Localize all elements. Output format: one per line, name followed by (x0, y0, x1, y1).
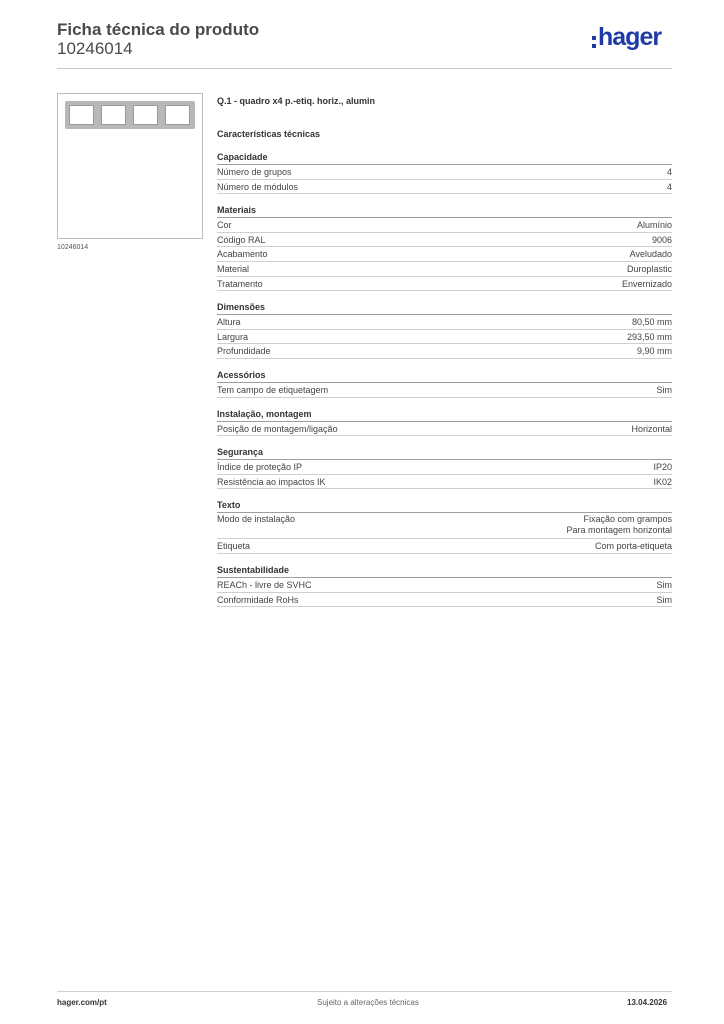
spec-group-title: Acessórios (217, 370, 672, 383)
spec-label: Etiqueta (217, 541, 251, 552)
spec-value: Com porta-etiqueta (594, 541, 672, 552)
switch-frame-icon (65, 101, 195, 129)
spec-group (217, 447, 672, 489)
product-name: Q.1 - quadro x4 p.-etiq. horiz., alumin (217, 96, 376, 106)
spec-group (217, 152, 672, 194)
spec-group-title: Sustentabilidade (217, 565, 672, 578)
spec-label: Material (217, 263, 250, 274)
spec-value-line: Fixação com grampos (583, 514, 672, 525)
spec-value: Alumínio (636, 220, 672, 231)
spec-groups (217, 152, 672, 607)
spec-row (217, 262, 672, 277)
header-divider (57, 68, 672, 69)
spec-group-title: Segurança (217, 447, 672, 460)
spec-row (217, 330, 672, 345)
spec-group-title: Capacidade (217, 152, 672, 165)
spec-value: 4 (666, 181, 672, 192)
spec-label: Conformidade RoHs (217, 594, 299, 605)
logo-dots-icon (592, 36, 597, 52)
spec-label: Acabamento (217, 249, 268, 260)
product-code: 10246014 (57, 39, 133, 58)
spec-value: Duroplastic (626, 263, 672, 274)
spec-value: Aveludado (629, 249, 672, 260)
spec-value: Sim (656, 594, 672, 605)
spec-label: Tem campo de etiquetagem (217, 384, 329, 395)
spec-row (217, 460, 672, 475)
spec-row (217, 218, 672, 233)
spec-label: Número de módulos (217, 181, 299, 192)
spec-label: Cor (217, 220, 232, 231)
spec-label: Número de grupos (217, 167, 292, 177)
product-image-caption: 10246014 (57, 244, 89, 251)
spec-value: IK02 (653, 476, 672, 487)
footer-divider (57, 991, 672, 992)
spec-label: REACh - livre de SVHC (217, 579, 312, 590)
spec-label: Índice de proteção IP (217, 462, 303, 473)
spec-group (217, 500, 672, 554)
spec-row (217, 233, 672, 248)
spec-value: 293,50 mm (626, 331, 672, 342)
spec-group (217, 565, 672, 607)
spec-row (217, 513, 672, 539)
spec-group (217, 370, 672, 398)
page-title: Ficha técnica do produto (57, 20, 260, 39)
spec-value: 4 (666, 167, 672, 177)
spec-value: Sim (656, 579, 672, 590)
spec-row (217, 165, 672, 180)
spec-label: Código RAL (217, 234, 266, 245)
footer-date: 13.04.2026 (627, 998, 668, 1007)
spec-value: Horizontal (631, 423, 672, 434)
spec-row (217, 344, 672, 359)
spec-group-title: Instalação, montagem (217, 409, 672, 422)
spec-label: Resistência ao impactos IK (217, 476, 326, 487)
spec-row (217, 315, 672, 330)
spec-group (217, 302, 672, 359)
spec-row (217, 539, 672, 554)
spec-label: Posição de montagem/ligação (217, 423, 338, 434)
spec-value-line: Para montagem horizontal (566, 525, 672, 536)
spec-row (217, 475, 672, 490)
spec-value: 9,90 mm (636, 346, 672, 357)
spec-group-title: Materiais (217, 205, 672, 218)
logo-text: hager (598, 23, 662, 51)
spec-row (217, 383, 672, 398)
footer-website-link[interactable]: hager.com/pt (57, 998, 107, 1007)
spec-label: Largura (217, 331, 249, 342)
spec-row (217, 593, 672, 608)
spec-row (217, 180, 672, 195)
spec-row (217, 422, 672, 437)
spec-label: Profundidade (217, 346, 271, 357)
spec-value: 9006 (651, 234, 672, 245)
spec-content (217, 96, 672, 607)
spec-group-title: Texto (217, 500, 672, 513)
spec-label: Altura (217, 317, 241, 328)
spec-group (217, 205, 672, 291)
spec-value: 80,50 mm (631, 317, 672, 328)
spec-row (217, 578, 672, 593)
product-image (57, 93, 203, 239)
spec-value: Sim (656, 384, 672, 395)
spec-row (217, 277, 672, 292)
spec-value (566, 514, 672, 536)
spec-label: Modo de instalação (217, 514, 296, 525)
spec-group-title: Dimensões (217, 302, 672, 315)
spec-group (217, 409, 672, 437)
footer-note: Sujeito a alterações técnicas (317, 998, 419, 1007)
spec-row (217, 247, 672, 262)
section-title: Características técnicas (217, 129, 321, 139)
spec-value: IP20 (653, 462, 672, 473)
spec-value: Envernizado (621, 278, 672, 289)
spec-label: Tratamento (217, 278, 263, 289)
